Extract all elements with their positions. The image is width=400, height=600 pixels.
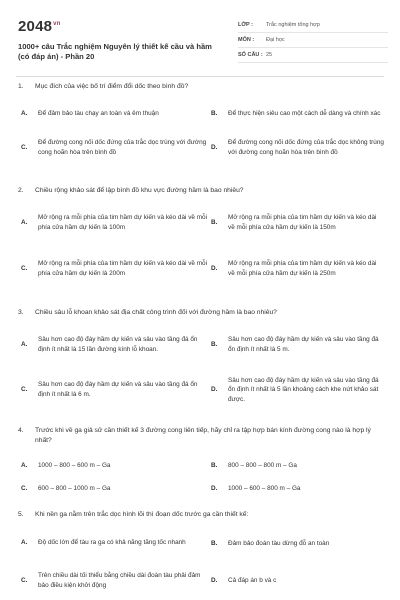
option-b[interactable]: [208, 460, 384, 472]
question-number: 4.: [18, 427, 24, 434]
option-d[interactable]: [208, 254, 384, 284]
logo-text: 2048: [18, 18, 53, 35]
option-letter: D.: [211, 577, 218, 585]
header-divider: [16, 76, 384, 77]
option-text: Để đường cong nối dốc đứng của trắc dọc trùng với đường cong hoãn hòa trên bình đồ: [38, 139, 207, 156]
question-5: [18, 510, 384, 600]
document-header: [10, 10, 390, 76]
question-3: [18, 308, 384, 418]
option-b[interactable]: [208, 335, 384, 355]
option-letter: B.: [211, 110, 218, 118]
option-d[interactable]: [208, 575, 384, 587]
option-text: Để đảm bảo tàu chạy an toàn và êm thuận: [38, 110, 159, 118]
option-text: Sâu hơn cao độ đáy hầm dự kiến và sâu vào tầng đá ổn định ít nhất là 5 lần khoảng cách khe nứt khảo sát được.: [228, 376, 379, 403]
question-4: [18, 426, 384, 506]
meta-label: MÔN :: [238, 37, 255, 43]
meta-value: 25: [266, 52, 273, 58]
meta-value: Đại học: [266, 37, 285, 43]
option-b[interactable]: [208, 538, 384, 550]
option-text: Sâu hơn cao độ đáy hầm dự kiến và sâu vào tầng đá ổn định ít nhất là 6 m.: [38, 381, 198, 398]
option-letter: A.: [21, 539, 28, 547]
option-text: 1000 – 800 – 600 m – Ga: [38, 462, 111, 470]
option-letter: A.: [21, 110, 28, 118]
option-letter: B.: [211, 219, 218, 227]
option-text: Sâu hơn cao độ đáy hầm dự kiến và sâu vào tầng đá ổn định ít nhất là 5 m.: [228, 336, 379, 353]
meta-row-subject: [238, 33, 388, 48]
option-c[interactable]: [18, 380, 208, 400]
meta-table: [238, 18, 388, 63]
meta-row-count: [238, 48, 388, 63]
option-text: Đảm bảo đoàn tàu dừng đỗ an toàn: [228, 540, 330, 548]
site-logo[interactable]: [18, 18, 61, 35]
question-number: 3.: [18, 309, 24, 316]
question-text: [18, 426, 384, 445]
option-b[interactable]: [208, 104, 384, 124]
option-a[interactable]: [18, 104, 208, 124]
option-letter: C.: [21, 386, 28, 394]
option-text: Mở rộng ra mỗi phía của tim hầm dự kiến và kéo dài về mỗi phía cửa hầm dự kiến là 200m: [38, 260, 208, 277]
option-c[interactable]: [18, 566, 208, 596]
option-letter: A.: [21, 462, 28, 470]
option-letter: A.: [21, 219, 28, 227]
question-number: 5.: [18, 511, 24, 518]
option-letter: D.: [211, 265, 218, 273]
option-a[interactable]: [18, 460, 208, 472]
meta-value: Trắc nghiệm tổng hợp: [266, 22, 320, 28]
meta-row-class: [238, 18, 388, 33]
option-a[interactable]: [18, 330, 208, 360]
question-body: Mục đích của việc bố trí điểm đổi dốc theo bình đồ?: [35, 83, 189, 90]
option-text: Mở rộng ra mỗi phía của tim hầm dự kiến và kéo dài về mỗi phía cửa hầm dự kiến là 100m: [38, 214, 208, 231]
option-d[interactable]: [208, 133, 384, 163]
question-body: Trước khi về ga giả sử cần thiết kế 3 đường cong liên tiếp, hãy chỉ ra tập hợp bán kính đường cong nào là hợp lý nhất?: [35, 427, 371, 444]
meta-label: SỐ CÂU :: [238, 52, 263, 58]
option-a[interactable]: [18, 208, 208, 238]
option-a[interactable]: [18, 533, 208, 553]
option-text: Trên chiều dài tối thiểu bằng chiều dài đoàn tàu phải đảm bảo điều kiện khởi động: [38, 572, 201, 589]
option-c[interactable]: [18, 483, 208, 495]
option-letter: D.: [211, 386, 218, 394]
logo-suffix: vn: [53, 21, 61, 27]
option-d[interactable]: [208, 483, 384, 495]
option-letter: D.: [211, 144, 218, 152]
question-number: 1.: [18, 83, 24, 90]
option-letter: B.: [211, 341, 218, 349]
option-letter: B.: [211, 540, 218, 548]
option-text: Mở rộng ra mỗi phía của tim hầm dự kiến và kéo dài về mỗi phía cửa hầm dự kiến là 250m: [228, 260, 377, 277]
question-body: Chiều rộng khảo sát để lập bình đồ khu vực đường hầm là bao nhiêu?: [35, 187, 244, 194]
question-body: Chiều sâu lỗ khoan khảo sát địa chất công trình đối với đường hầm là bao nhiêu?: [35, 309, 277, 316]
option-text: Sâu hơn cao độ đáy hầm dự kiến và sâu vào tầng đá ổn định ít nhất là 15 lần đường kính lỗ khoan.: [38, 336, 198, 353]
option-letter: C.: [21, 265, 28, 273]
question-text: [18, 82, 384, 92]
option-letter: C.: [21, 144, 28, 152]
option-c[interactable]: [18, 254, 208, 284]
question-number: 2.: [18, 187, 24, 194]
question-1: [18, 80, 384, 190]
option-letter: C.: [21, 485, 28, 493]
option-text: 800 – 800 – 800 m – Ga: [228, 462, 297, 470]
option-letter: D.: [211, 485, 218, 493]
option-d[interactable]: [208, 375, 384, 405]
option-text: Cả đáp án b và c: [228, 577, 277, 585]
option-text: 600 – 800 – 1000 m – Ga: [38, 485, 111, 493]
option-letter: B.: [211, 462, 218, 470]
document-title: 1000+ câu Trắc nghiệm Nguyên lý thiết kế cầu và hầm (có đáp án) - Phần 20: [18, 42, 212, 61]
question-text: [18, 510, 384, 520]
option-b[interactable]: [208, 208, 384, 238]
meta-label: LỚP :: [238, 22, 253, 28]
option-letter: C.: [21, 577, 28, 585]
option-text: Để đường cong nối dốc đứng của trắc dọc không trùng với đường cong hoãn hòa trên bình đồ: [228, 139, 384, 156]
option-text: 1000 – 600 – 800 m – Ga: [228, 485, 301, 493]
question-text: [18, 308, 384, 318]
option-text: Độ dốc lớn để tàu ra ga có khả năng tăng tốc nhanh: [38, 539, 186, 547]
option-text: Mở rộng ra mỗi phía của tim hầm dự kiến và kéo dài về mỗi phía cửa hầm dự kiến là 150m: [228, 214, 377, 231]
question-text: [18, 186, 384, 196]
question-2: [18, 186, 384, 296]
option-c[interactable]: [18, 133, 208, 163]
option-text: Để thực hiện siêu cao một cách dễ dàng và chính xác: [228, 110, 381, 118]
question-body: Khi nền ga nằm trên trắc dọc hình lõi thì đoạn dốc trước ga cần thiết kế:: [35, 511, 249, 518]
option-letter: A.: [21, 341, 28, 349]
